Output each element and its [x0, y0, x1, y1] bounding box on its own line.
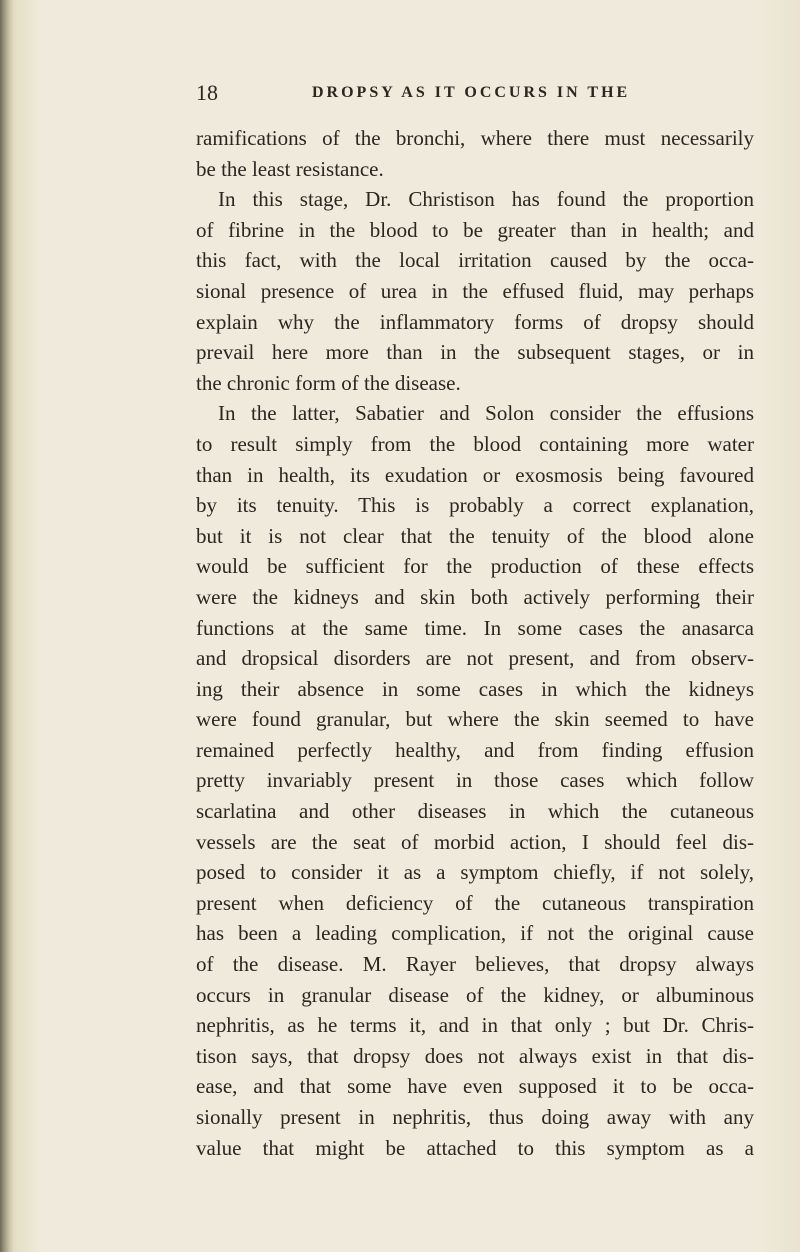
text-line: of the disease. M. Rayer believes, that dropsy always: [196, 952, 754, 977]
text-line: sionally present in nephritis, thus doing away with any: [196, 1105, 754, 1129]
text-line: tison says, that dropsy does not always exist in that dis-: [196, 1043, 754, 1068]
text-line: In the latter, Sabatier and Solon consider the effusions: [218, 401, 754, 426]
page-number: 18: [196, 80, 218, 105]
text-line: by its tenuity. This is probably a correct explanation,: [196, 493, 754, 518]
text-line: pretty invariably present in those cases which follow: [196, 768, 754, 793]
text-line: than in health, its exudation or exosmosis being favoured: [196, 462, 754, 487]
text-line: value that might be attached to this symptom as a: [196, 1135, 754, 1160]
text-line: posed to consider it as a symptom chiefly, if not solely,: [196, 860, 754, 885]
text-line: prevail here more than in the subsequent stages, or in: [196, 340, 754, 365]
text-line: were found granular, but where the skin seemed to have: [196, 707, 754, 732]
text-line: functions at the same time. In some cases the anasarca: [196, 615, 754, 640]
text-line: ease, and that some have even supposed it to be occa-: [196, 1074, 754, 1099]
text-line: the chronic form of the disease.: [196, 370, 461, 395]
text-line: occurs in granular disease of the kidney, or albuminous: [196, 982, 754, 1007]
text-line: and dropsical disorders are not present, and from observ-: [196, 646, 754, 671]
text-line: be the least resistance.: [196, 156, 384, 181]
text-line: ing their absence in some cases in which the kidneys: [196, 676, 754, 701]
text-line: vessels are the seat of morbid action, I should feel dis-: [196, 829, 754, 854]
text-line: nephritis, as he terms it, and in that only ; but Dr. Chris-: [196, 1013, 754, 1038]
text-line: In this stage, Dr. Christison has found the proportion: [218, 187, 754, 212]
text-line: were the kidneys and skin both actively performing their: [196, 584, 754, 609]
text-line: this fact, with the local irritation caused by the occa-: [196, 248, 754, 273]
text-line: scarlatina and other diseases in which the cutaneous: [196, 799, 754, 824]
text-line: to result simply from the blood containing more water: [196, 431, 754, 456]
page-header: [196, 80, 756, 116]
text-line: of fibrine in the blood to be greater than in health; and: [196, 217, 754, 242]
running-head: DROPSY AS IT OCCURS IN THE: [312, 84, 631, 101]
text-line: has been a leading complication, if not the original cause: [196, 921, 754, 946]
text-line: but it is not clear that the tenuity of the blood alone: [196, 523, 754, 548]
text-line: present when deficiency of the cutaneous transpiration: [196, 890, 754, 915]
text-line: explain why the inflammatory forms of dropsy should: [196, 309, 754, 334]
text-line: remained perfectly healthy, and from finding effusion: [196, 737, 754, 762]
text-line: sional presence of urea in the effused fluid, may perhaps: [196, 278, 754, 303]
text-line: ramifications of the bronchi, where there must necessarily: [196, 126, 754, 150]
text-line: would be sufficient for the production of these effects: [196, 554, 754, 579]
body-text: [196, 123, 754, 1163]
page-binding-edge: [0, 0, 14, 1252]
